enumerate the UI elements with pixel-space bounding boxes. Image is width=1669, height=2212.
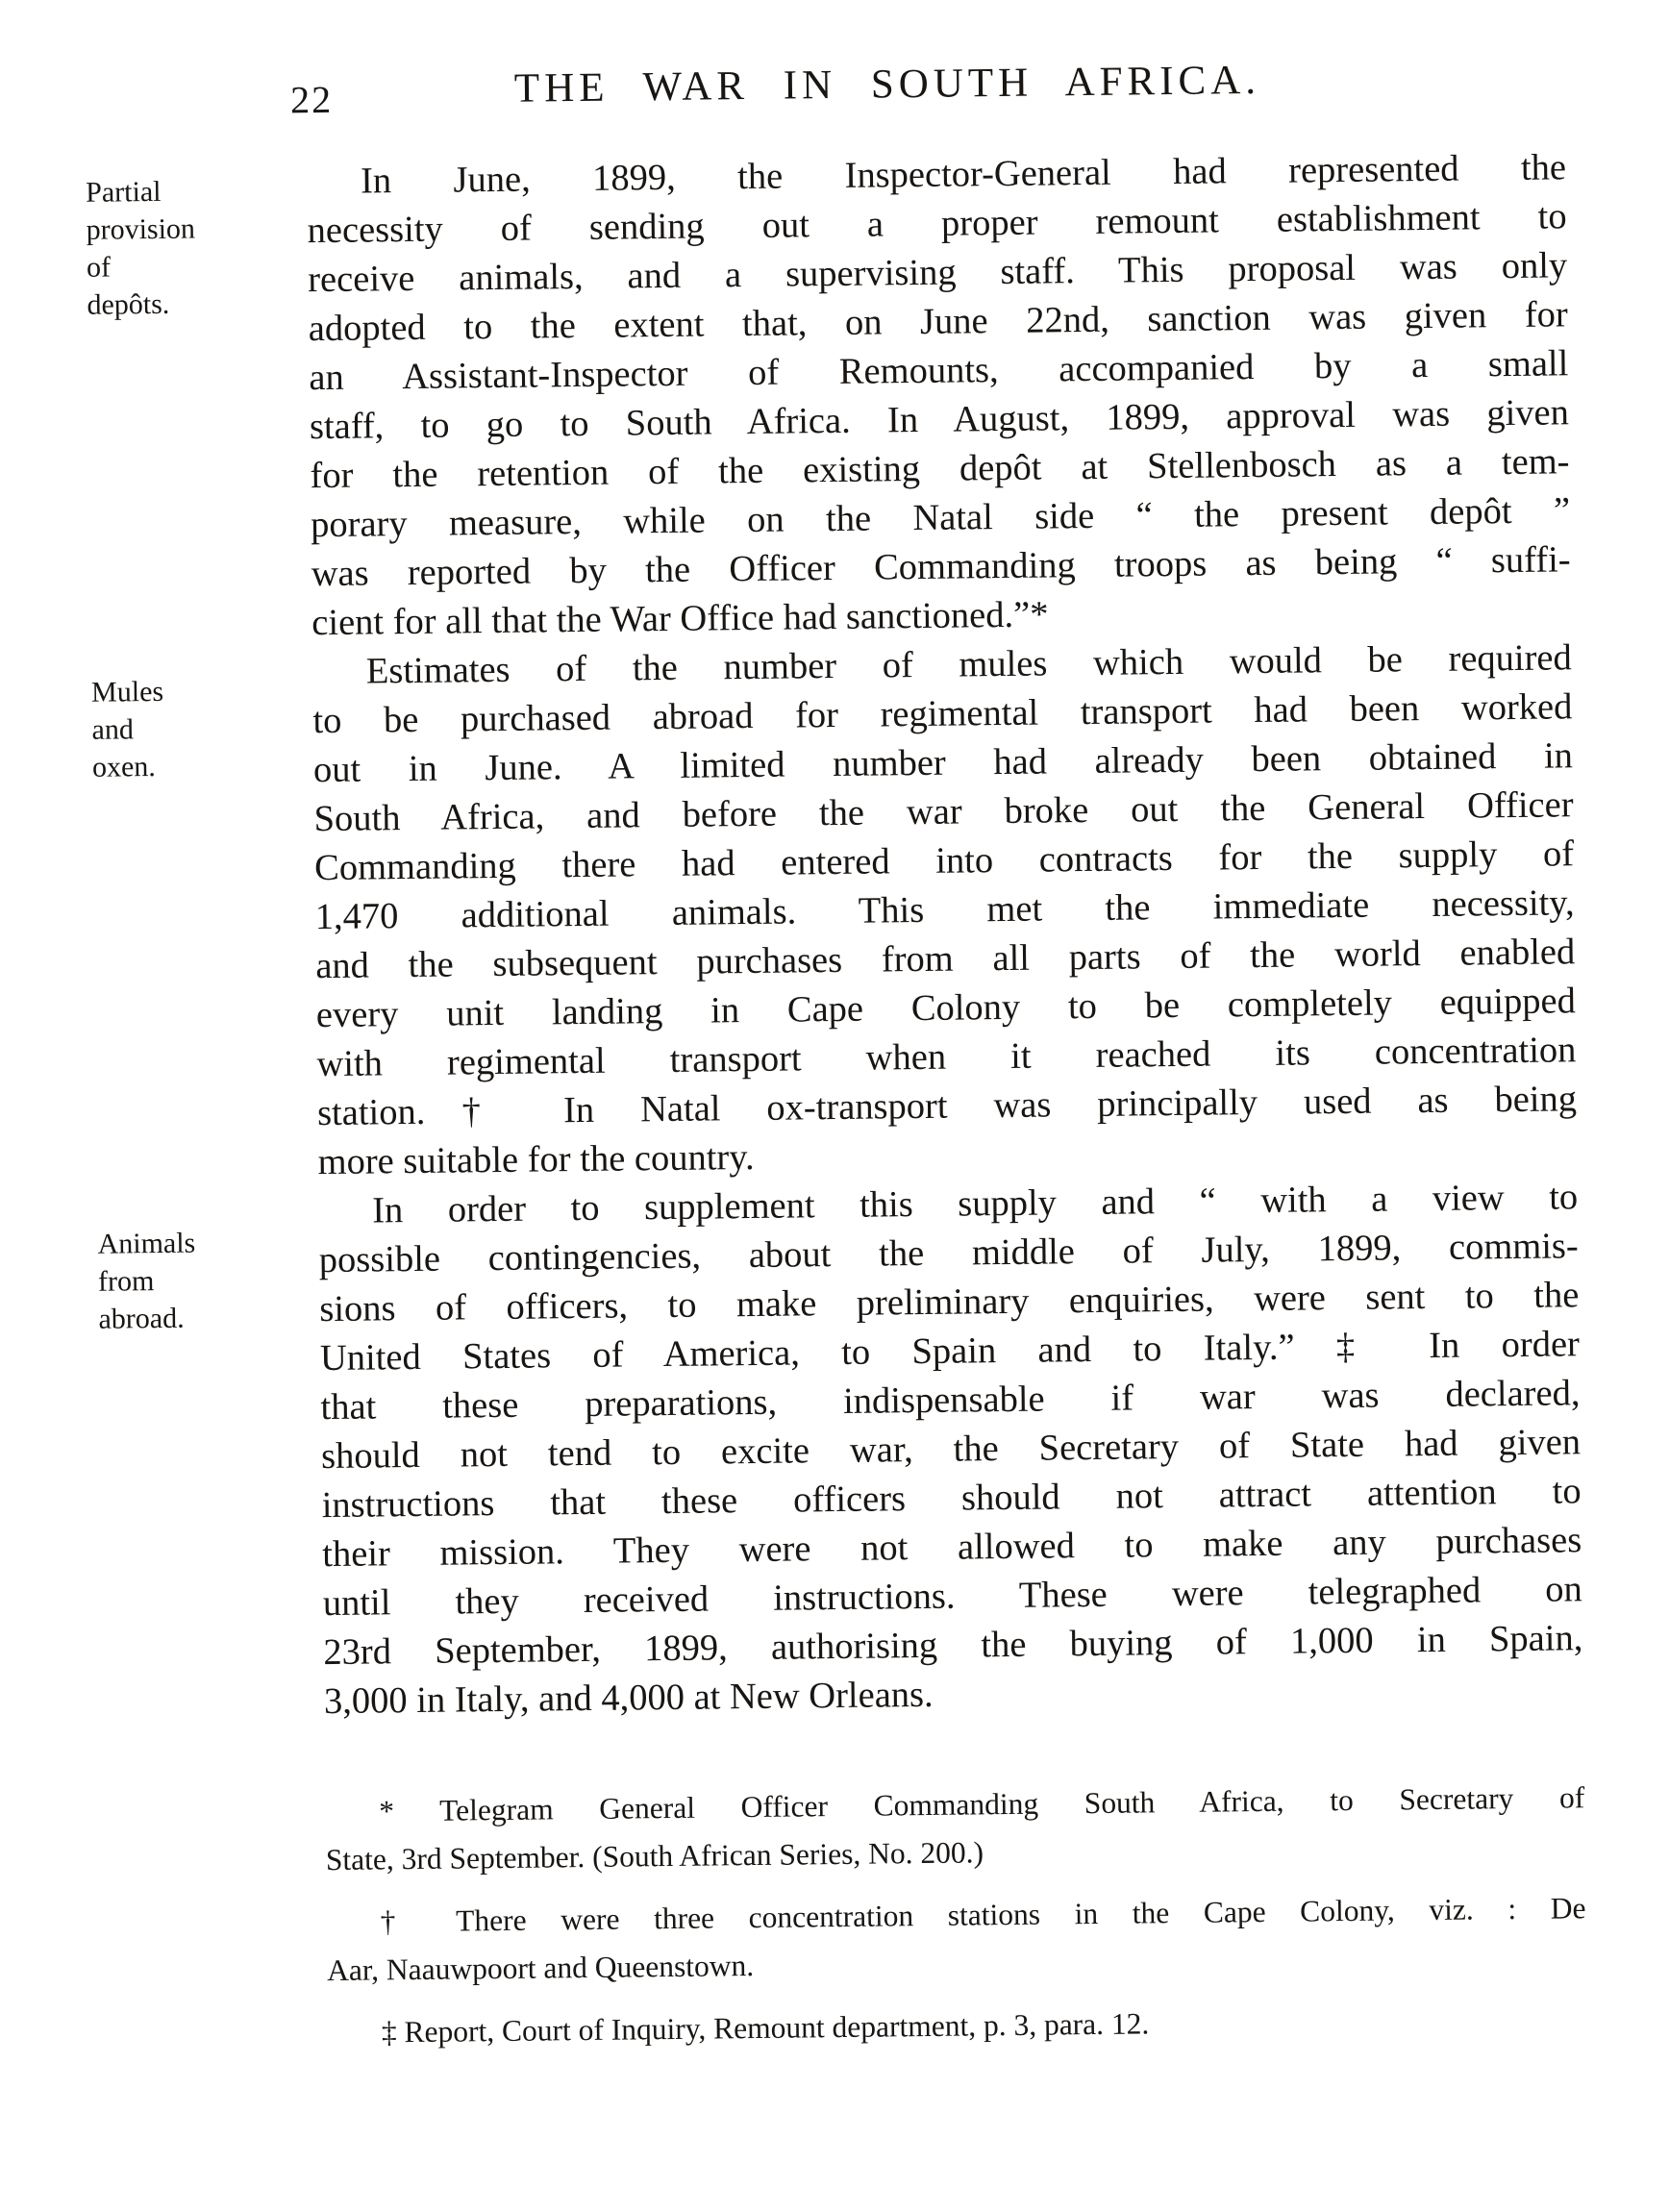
footnote-telegram [325,1774,1585,1884]
margin-note-line: depôts. [87,287,170,321]
text-line: cient for all that the War Office had sanctioned.”* [311,594,1049,644]
text-line: that these preparations, indispensable if war was declared, [320,1373,1581,1429]
text-line: to be purchased abroad for regimental transport had been worked [312,686,1573,742]
text-line: Estimates of the number of mules which would be required [365,637,1573,692]
margin-note-line: Mules [90,675,164,708]
text-line: adopted to the extent that, on June 22nd, sanction was given for [308,294,1568,350]
text-line: necessity of sending out a proper remount establishment to [307,196,1567,252]
footnote-line: State, 3rd September. (South African Series, No. 200.) [325,1835,984,1877]
footnote-line: Aar, Naauwpoort and Queenstown. [326,1949,755,1988]
text-line: every unit landing in Cape Colony to be completely equipped [315,981,1577,1036]
text-line: In June, 1899, the Inspector-General had represented the [360,147,1567,202]
text-line: 1,470 additional animals. This met the immediate necessity, [314,882,1575,938]
text-line: United States of America, to Spain and to Italy.” ‡ In order [319,1324,1581,1379]
text-line: porary measure, while on the Natal side “ the present depôt ” [310,490,1571,546]
text-line: was reported by the Officer Commanding troops as being “ suffi- [311,539,1571,595]
text-line: In order to supplement this supply and “ with a view to [371,1177,1579,1231]
text-line: station.† In Natal ox-transport was principally used as being [316,1079,1578,1134]
margin-note-line: abroad. [98,1302,185,1335]
margin-note-line: Partial [85,175,162,209]
text-line: out in June. A limited number had already been obtained in [312,735,1574,791]
margin-note-mules-and-oxen [91,671,299,785]
text-line: an Assistant-Inspector of Remounts, accompanied by a small [309,343,1569,399]
text-line: more suitable for the country. [317,1136,755,1183]
text-line: 23rd September, 1899, authorising the buying of 1,000 in Spain, [323,1618,1583,1674]
paragraph-mules [312,634,1578,1187]
paragraph-animals-abroad [318,1173,1583,1727]
text-line: receive animals, and a supervising staff. This proposal was only [307,245,1568,301]
text-line: should not tend to excite war, the Secretary of State had given [320,1422,1582,1478]
margin-note-animals-from-abroad [97,1223,305,1337]
margin-note-line: from [97,1265,155,1298]
paragraph-depots [307,143,1572,648]
text-line: with regimental transport when it reached its concentration [316,1030,1577,1085]
footnote-report [328,1995,1587,2057]
footnote-line: * Telegram General Officer Commanding South Africa, to Secretary of [379,1780,1585,1828]
margin-note-line: and [91,713,135,746]
margin-note-line: Animals [97,1227,196,1260]
body-text-column [307,143,1583,1727]
page-title: THE WAR IN SOUTH AFRICA. [513,57,1261,112]
text-line: and the subsequent purchases from all parts of the world enabled [315,932,1576,987]
footnotes-section [325,1774,1587,2072]
text-line: instructions that these officers should not attract attention to [321,1471,1582,1527]
text-line: 3,000 in Italy, and 4,000 at New Orleans. [323,1674,934,1723]
margin-note-line: oxen. [91,751,156,783]
margin-note-partial-provision [86,171,294,323]
text-line: South Africa, and before the war broke out the General Officer [313,784,1574,840]
text-line: possible contingencies, about the middle of July, 1899, commis- [318,1226,1579,1281]
text-line: until they received instructions. These were telegraphed on [322,1569,1582,1625]
text-line: Commanding there had entered into contracts for the supply of [313,833,1575,889]
page-number: 22 [289,77,334,122]
text-line: staff, to go to South Africa. In August, 1899, approval was given [309,392,1570,448]
text-line: for the retention of the existing depôt at Stellenbosch as a tem- [310,441,1570,497]
margin-note-line: of [86,251,112,284]
footnote-concentration-stations [326,1884,1586,1995]
footnote-line: † There were three concentration stations in the Cape Colony, viz. : De [380,1891,1586,1939]
margin-note-line: provision [86,212,196,246]
text-line: sions of officers, to make preliminary enquiries, were sent to the [319,1275,1580,1330]
footnote-line: ‡ Report, Court of Inquiry, Remount department, p. 3, para. 12. [381,2006,1150,2050]
text-line: their mission. They were not allowed to make any purchases [322,1520,1582,1576]
